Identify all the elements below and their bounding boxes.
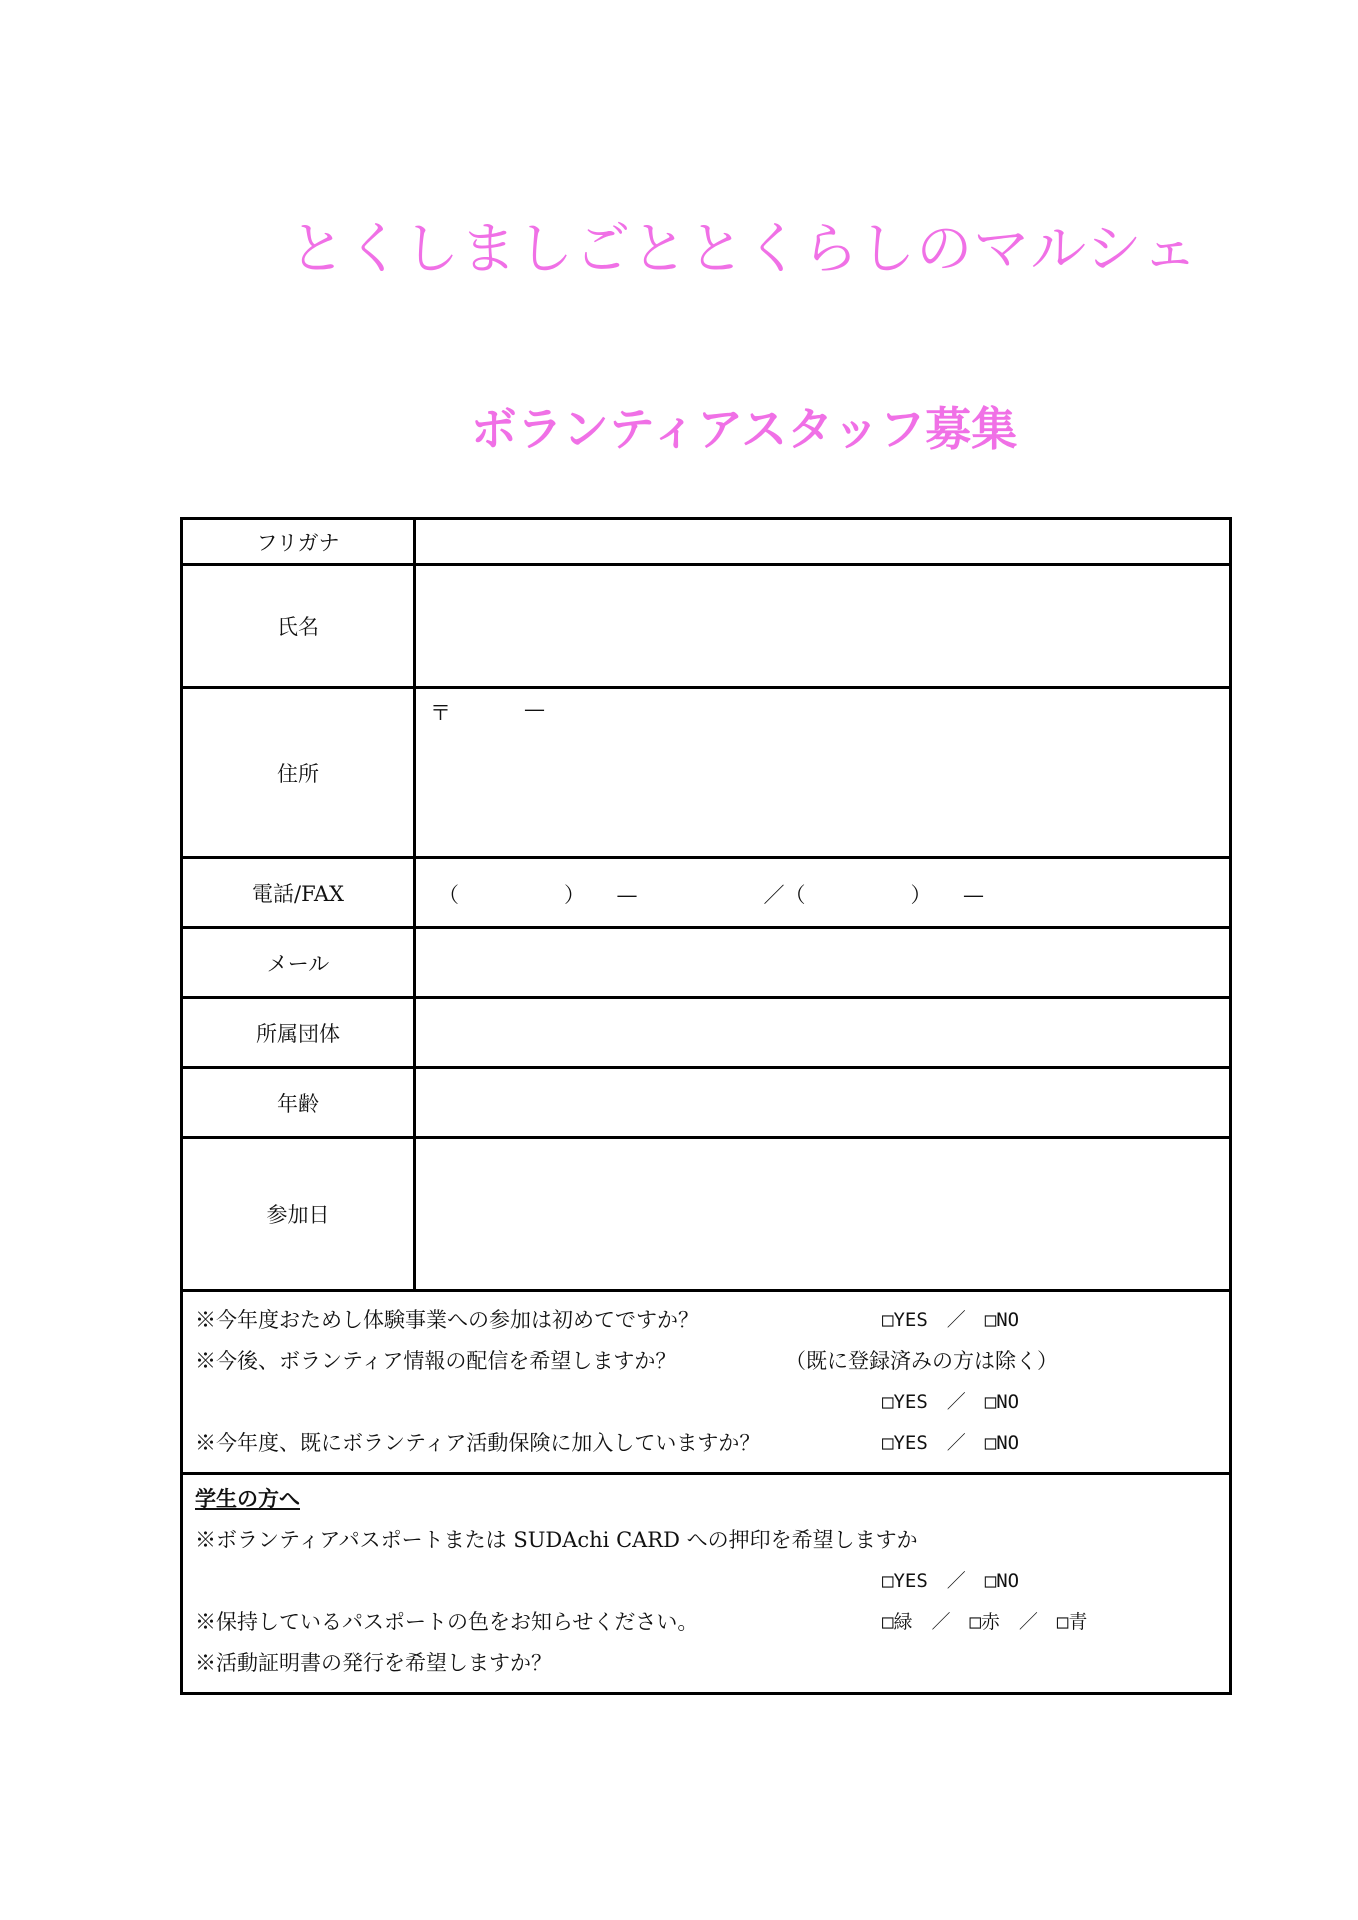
question-passport-stamp-text: ※ボランティアパスポートまたは SUDAchi CARD への押印を希望しますか [195,1528,918,1552]
tel-fax-label: 電話/FAX [183,859,416,926]
age-row [183,1069,1229,1139]
students-heading-line [195,1479,1217,1520]
email-field[interactable] [416,929,1229,996]
question-insurance [195,1423,1217,1464]
question-newsletter-options[interactable]: □YES ／ □NO [882,1391,1020,1413]
tel-fax-field[interactable] [416,859,1229,926]
name-label: 氏名 [183,566,416,686]
question-newsletter [195,1341,1217,1382]
organization-label: 所属団体 [183,999,416,1066]
students-heading: 学生の方へ [195,1487,300,1511]
email-row [183,929,1229,999]
age-label: 年齢 [183,1069,416,1136]
application-form [180,517,1232,1695]
question-certificate-text: ※活動証明書の発行を希望しますか？ [195,1651,552,1675]
question-certificate [195,1643,1217,1684]
age-field[interactable] [416,1069,1229,1136]
question-first-time-options[interactable]: □YES ／ □NO [882,1309,1020,1331]
question-newsletter-note: （既に登録済みの方は除く） [785,1349,1058,1373]
address-label: 住所 [183,689,416,856]
students-section [183,1475,1229,1692]
question-passport-color-options[interactable]: □緑 ／ □赤 ／ □青 [882,1611,1088,1633]
question-passport-stamp-options-line [195,1561,1217,1602]
name-field[interactable] [416,566,1229,686]
address-row [183,689,1229,859]
event-title: とくしましごととくらしのマルシェ [289,217,1199,282]
tel-fax-template: （ ） — ／（ ） — [438,883,984,907]
question-passport-color-text: ※保持しているパスポートの色をお知らせください。 [195,1610,699,1634]
question-insurance-text: ※今年度、既にボランティア活動保険に加入していますか？ [195,1431,761,1455]
furigana-row [183,520,1229,566]
postal-dash: — [524,697,545,721]
organization-row [183,999,1229,1069]
question-newsletter-options-line [195,1382,1217,1423]
question-passport-color [195,1602,1217,1643]
question-newsletter-text: ※今後、ボランティア情報の配信を希望しますか？ [195,1349,677,1373]
recruitment-subtitle: ボランティアスタッフ募集 [470,402,1018,456]
participation-date-row [183,1139,1229,1292]
name-row [183,566,1229,689]
email-label: メール [183,929,416,996]
furigana-field[interactable] [416,520,1229,563]
furigana-label: フリガナ [183,520,416,563]
question-passport-stamp [195,1520,1217,1561]
question-passport-stamp-options[interactable]: □YES ／ □NO [882,1570,1020,1592]
organization-field[interactable] [416,999,1229,1066]
address-field[interactable] [416,689,1229,856]
question-first-time-text: ※今年度おためし体験事業への参加は初めてですか？ [195,1308,699,1332]
participation-date-field[interactable] [416,1139,1229,1289]
postal-mark: 〒 [430,701,451,725]
question-first-time [195,1300,1217,1341]
question-insurance-options[interactable]: □YES ／ □NO [882,1432,1020,1454]
questions-section [183,1292,1229,1475]
tel-fax-row [183,859,1229,929]
participation-date-label: 参加日 [183,1139,416,1289]
